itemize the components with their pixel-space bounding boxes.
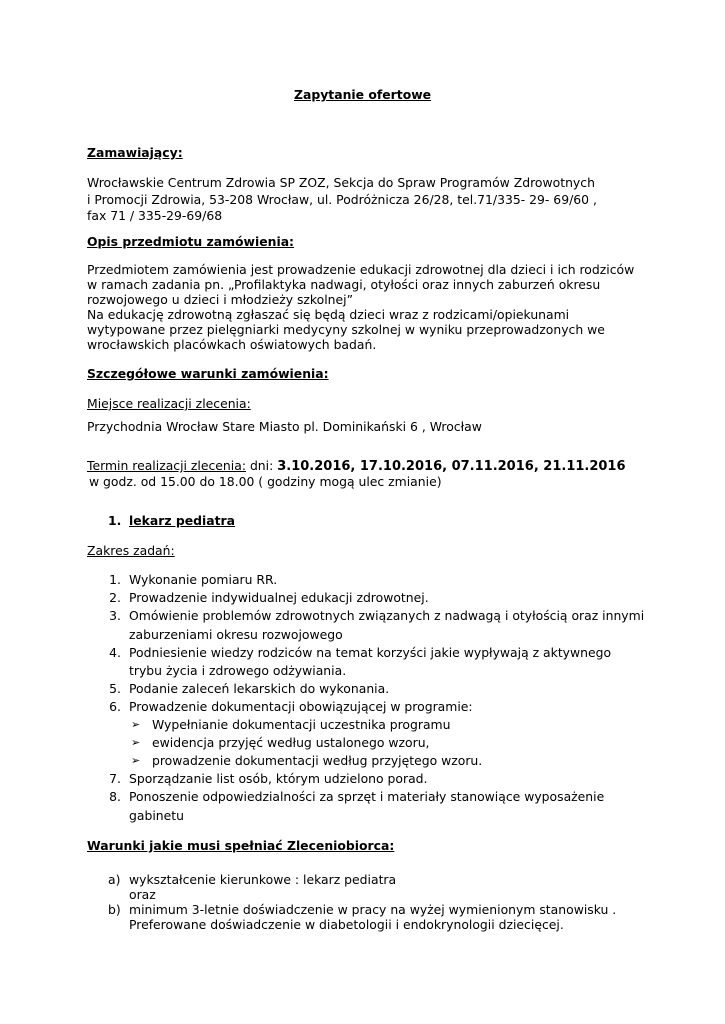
term-line xyxy=(87,458,626,474)
task-text: Prowadzenie dokumentacji obowiązującej w programie: xyxy=(129,699,473,714)
task-number: 6. xyxy=(109,699,121,714)
term-hours: w godz. od 15.00 do 18.00 ( godziny mogą ulec zmianie) xyxy=(85,474,442,489)
orderer-line: i Promocji Zdrowia, 53-208 Wrocław, ul. Podróżnicza 26/28, tel.71/335- 29- 69/60 , xyxy=(87,192,597,207)
page-title: Zapytanie ofertowe xyxy=(294,87,432,102)
details-heading: Szczegółowe warunki zamówienia: xyxy=(87,366,329,381)
task-number: 8. xyxy=(109,789,121,804)
requirement-marker: b) xyxy=(108,902,121,917)
task-number: 4. xyxy=(109,645,121,660)
place-label: Miejsce realizacji zlecenia: xyxy=(87,396,251,411)
task-text: zaburzeniami okresu rozwojowego xyxy=(129,627,343,642)
description-heading: Opis przedmiotu zamówienia: xyxy=(87,234,295,249)
requirement-text: oraz xyxy=(129,887,156,902)
subtask-text: ewidencja przyjęć według ustalonego wzoru, xyxy=(152,735,430,750)
requirement-text: Preferowane doświadczenie w diabetologii i endokrynologii dziecięcej. xyxy=(129,917,564,932)
description-line: wrocławskich placówkach oświatowych badań. xyxy=(87,337,377,352)
description-line: rozwojowego u dzieci i młodzieży szkolnej” xyxy=(87,292,354,307)
task-number: 1. xyxy=(109,572,121,587)
term-days-prefix: dni: xyxy=(246,458,278,473)
requirement-text: wykształcenie kierunkowe : lekarz pediatra xyxy=(129,872,397,887)
section-heading: lekarz pediatra xyxy=(129,513,236,528)
task-number: 2. xyxy=(109,590,121,605)
orderer-line: fax 71 / 335-29-69/68 xyxy=(87,208,223,223)
description-line: w ramach zadania pn. „Profilaktyka nadwagi, otyłości oraz innych zaburzeń okresu xyxy=(87,277,601,292)
task-text: Podanie zaleceń lekarskich do wykonania. xyxy=(129,681,390,696)
requirement-text: minimum 3-letnie doświadczenie w pracy na wyżej wymienionym stanowisku . xyxy=(129,902,617,917)
task-text: Ponoszenie odpowiedzialności za sprzęt i materiały stanowiące wyposażenie xyxy=(129,789,605,804)
task-number: 5. xyxy=(109,681,121,696)
task-text: Podniesienie wiedzy rodziców na temat korzyści jakie wypływają z aktywnego xyxy=(129,645,612,660)
description-paragraph xyxy=(87,262,639,352)
description-line: wytypowane przez pielęgniarki medycyny szkolnej w wyniku przeprowadzonych we xyxy=(87,322,605,337)
task-text: Wykonanie pomiaru RR. xyxy=(129,572,278,587)
orderer-heading: Zamawiający: xyxy=(87,145,183,160)
description-line: Przedmiotem zamówienia jest prowadzenie edukacji zdrowotnej dla dzieci i ich rodziców xyxy=(87,262,635,277)
description-line: Na edukację zdrowotną zgłaszać się będą dzieci wraz z rodzicami/opiekunami xyxy=(87,307,570,322)
task-text: Omówienie problemów zdrowotnych związanych z nadwagą i otyłością oraz innymi xyxy=(129,608,645,623)
arrow-bullet-icon: ➢ xyxy=(131,754,141,767)
subtask-text: Wypełnianie dokumentacji uczestnika programu xyxy=(152,717,451,732)
arrow-bullet-icon: ➢ xyxy=(131,718,141,731)
task-number: 3. xyxy=(109,608,121,623)
task-text: Sporządzanie list osób, którym udzielono porad. xyxy=(129,771,428,786)
requirements-heading: Warunki jakie musi spełniać Zleceniobiorca: xyxy=(87,838,395,853)
subtask-text: prowadzenie dokumentacji według przyjętego wzoru. xyxy=(152,753,483,768)
scope-label: Zakres zadań: xyxy=(87,543,175,558)
arrow-bullet-icon: ➢ xyxy=(131,736,141,749)
requirement-marker: a) xyxy=(108,872,121,887)
term-dates: 3.10.2016, 17.10.2016, 07.11.2016, 21.11.2016 xyxy=(277,459,626,474)
section-number: 1. xyxy=(108,513,122,528)
task-text: Prowadzenie indywidualnej edukacji zdrowotnej. xyxy=(129,590,429,605)
task-text: gabinetu xyxy=(129,808,184,823)
task-number: 7. xyxy=(109,771,121,786)
place-value: Przychodnia Wrocław Stare Miasto pl. Dominikański 6 , Wrocław xyxy=(87,419,482,434)
term-label: Termin realizacji zlecenia: xyxy=(87,458,246,473)
orderer-line: Wrocławskie Centrum Zdrowia SP ZOZ, Sekcja do Spraw Programów Zdrowotnych xyxy=(87,175,595,190)
task-text: trybu życia i zdrowego odżywiania. xyxy=(129,663,347,678)
